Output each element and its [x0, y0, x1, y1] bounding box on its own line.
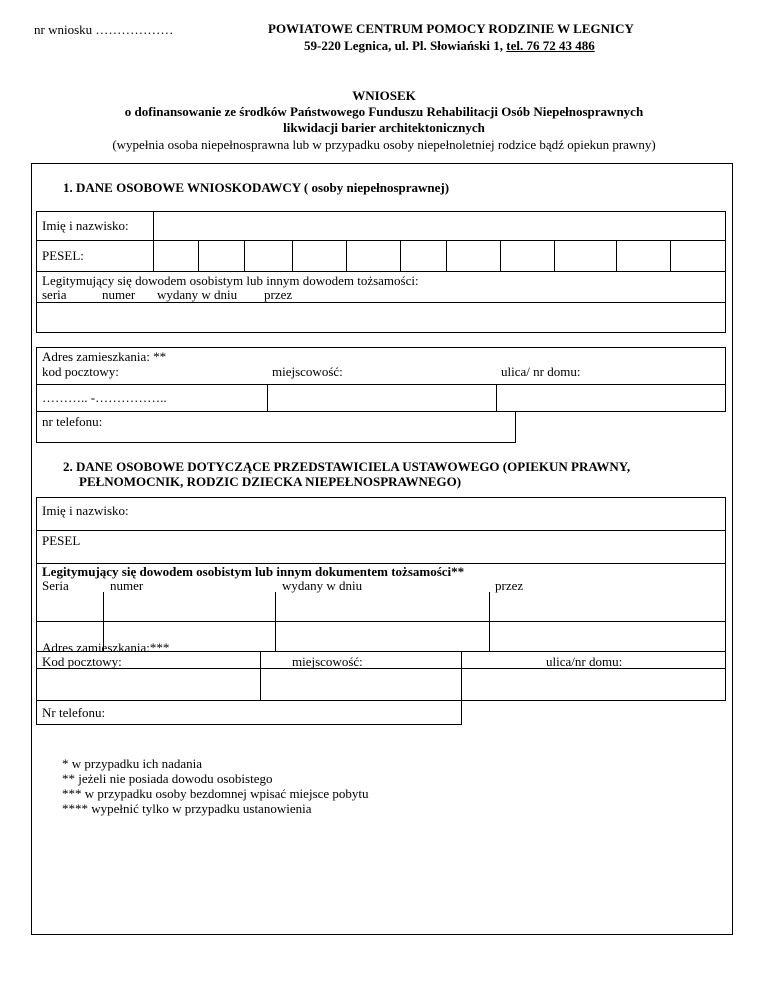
representative-id-issued-label: wydany w dniu	[282, 578, 363, 593]
representative-id-seria-label: Seria	[42, 578, 69, 593]
representative-id-issued-field[interactable]	[276, 622, 489, 651]
representative-city-field[interactable]	[261, 669, 461, 700]
representative-id-issuer-label: przez	[495, 578, 524, 593]
request-number-label: nr wniosku ………………	[34, 22, 174, 37]
footnote-2: ** jeżeli nie posiada dowodu osobistego	[62, 771, 273, 786]
representative-city-label: miejscowość:	[292, 654, 363, 669]
representative-street-field[interactable]	[462, 669, 725, 700]
form-note: (wypełnia osoba niepełnosprawna lub w przypadku osoby niepełnoletniej rodzice bądź opiekun prawny)	[112, 137, 656, 152]
applicant-id-numer-label: numer	[102, 287, 136, 302]
section1-heading: 1. DANE OSOBOWE WNIOSKODAWCY ( osoby niepełnosprawnej)	[63, 180, 450, 195]
representative-name-field[interactable]	[37, 518, 725, 530]
institution-name: POWIATOWE CENTRUM POMOCY RODZINIE W LEGNICY	[268, 21, 634, 36]
applicant-id-issuer-label: przez	[264, 287, 293, 302]
footnote-1: * w przypadku ich nadania	[62, 756, 203, 771]
applicant-name-label: Imię i nazwisko:	[42, 218, 129, 233]
representative-pesel-label: PESEL	[42, 533, 81, 548]
applicant-postal-field[interactable]: ……….. -……………..	[42, 390, 167, 405]
applicant-city-field[interactable]	[268, 385, 496, 411]
applicant-id-seria-label: seria	[42, 287, 67, 302]
applicant-street-field[interactable]	[497, 385, 725, 411]
representative-postal-field[interactable]	[37, 669, 260, 700]
applicant-phone-label: nr telefonu:	[42, 414, 103, 429]
applicant-phone-field[interactable]	[37, 428, 515, 442]
form-subtitle-1: o dofinansowanie ze środków Państwowego Funduszu Rehabilitacji Osób Niepełnosprawnych	[124, 104, 644, 119]
applicant-pesel-label: PESEL:	[42, 248, 84, 263]
representative-pesel-field[interactable]	[37, 548, 725, 563]
footnote-4: **** wypełnić tylko w przypadku ustanowienia	[62, 801, 312, 816]
applicant-id-label: Legitymujący się dowodem osobistym lub innym dowodem tożsamości:	[42, 273, 419, 288]
institution-address	[304, 38, 595, 53]
form-subtitle-2: likwidacji barier architektonicznych	[283, 120, 485, 135]
representative-id-label: Legitymujący się dowodem osobistym lub innym dokumentem tożsamości**	[42, 564, 465, 579]
representative-address-label: Adres zamieszkania:***	[42, 640, 170, 655]
form-title: WNIOSEK	[352, 88, 416, 103]
section2-heading-2: PEŁNOMOCNIK, RODZIC DZIECKA NIEPEŁNOSPRAWNEGO)	[79, 474, 462, 489]
address-prefix: 59-220 Legnica, ul. Pl. Słowiański 1,	[304, 38, 503, 53]
representative-name-label: Imię i nazwisko:	[42, 503, 129, 518]
applicant-pesel-field[interactable]	[154, 241, 725, 271]
footnote-3: *** w przypadku osoby bezdomnej wpisać miejsce pobytu	[62, 786, 369, 801]
representative-id-numer-label: numer	[110, 578, 144, 593]
representative-postal-label: Kod pocztowy:	[42, 654, 122, 669]
applicant-id-issued-label: wydany w dniu	[157, 287, 238, 302]
applicant-city-label: miejscowość:	[272, 364, 343, 379]
representative-phone-label: Nr telefonu:	[42, 705, 106, 720]
applicant-postal-label: kod pocztowy:	[42, 364, 119, 379]
phone-number: tel. 76 72 43 486	[506, 38, 595, 53]
applicant-street-label: ulica/ nr domu:	[501, 364, 581, 379]
applicant-address-label: Adres zamieszkania: **	[42, 349, 167, 364]
section2-heading-1: 2. DANE OSOBOWE DOTYCZĄCE PRZEDSTAWICIELA USTAWOWEGO (OPIEKUN PRAWNY,	[63, 459, 631, 474]
applicant-id-field[interactable]	[37, 303, 725, 332]
applicant-name-field[interactable]	[154, 212, 725, 240]
representative-street-label: ulica/nr domu:	[546, 654, 623, 669]
representative-id-issuer-field[interactable]	[490, 622, 725, 651]
